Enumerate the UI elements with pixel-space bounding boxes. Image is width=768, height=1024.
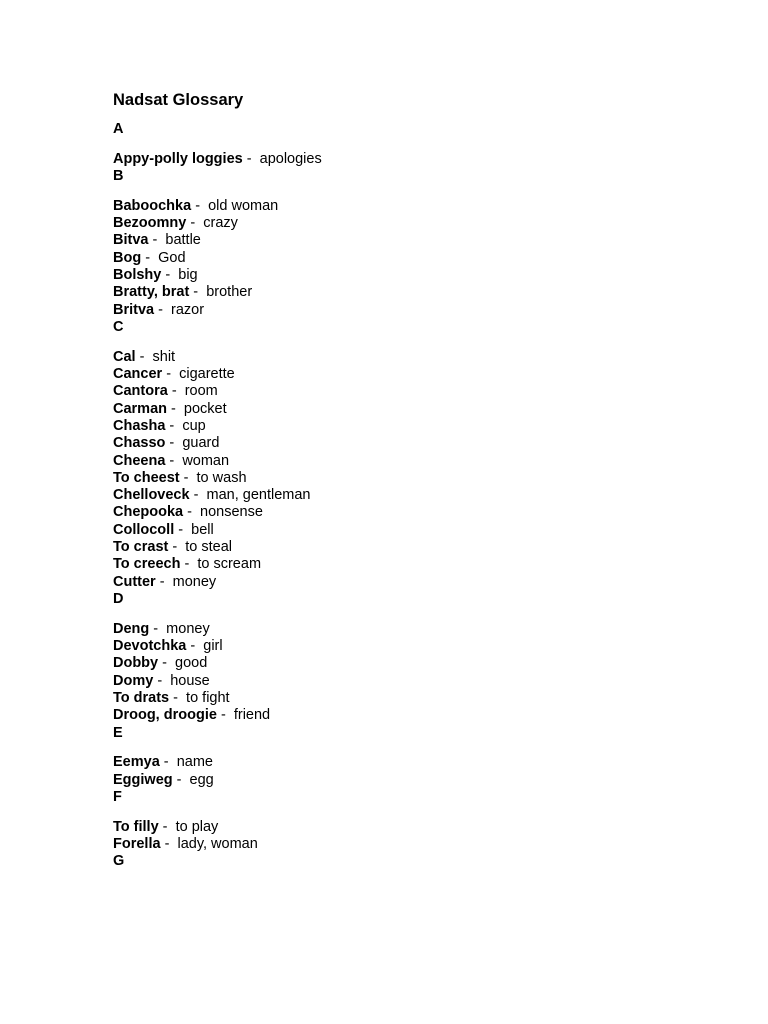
- entry-separator: -: [162, 366, 180, 383]
- entry-definition: cup: [182, 417, 206, 434]
- entry-definition: to fight: [186, 689, 230, 706]
- section-spacer: [113, 806, 713, 819]
- glossary-entry: [113, 690, 713, 707]
- entry-definition: pocket: [183, 400, 227, 417]
- section-letter: E: [113, 724, 123, 741]
- entry-term: Carman: [113, 400, 167, 417]
- entry-definition: razor: [171, 301, 205, 318]
- section-spacer: [113, 742, 713, 755]
- entry-term: Dobby: [113, 655, 159, 672]
- entry-separator: -: [165, 417, 183, 434]
- entry-definition: guard: [182, 435, 220, 452]
- glossary-entry: [113, 487, 713, 504]
- entry-term: Deng: [113, 620, 150, 637]
- glossary-section: [113, 725, 713, 789]
- entry-definition: good: [175, 655, 208, 672]
- entry-term: Bezoomny: [113, 215, 187, 232]
- entry-separator: -: [148, 232, 166, 249]
- glossary-entry: [113, 754, 713, 771]
- entry-separator: -: [168, 539, 186, 556]
- entry-separator: -: [167, 383, 185, 400]
- glossary-document: [113, 89, 713, 883]
- entry-definition: old woman: [208, 197, 279, 214]
- entry-term: Eggiweg: [113, 771, 173, 788]
- entry-separator: -: [189, 487, 207, 504]
- entry-separator: -: [154, 301, 172, 318]
- glossary-section: [113, 319, 713, 591]
- glossary-entry: [113, 673, 713, 690]
- glossary-entry: [113, 267, 713, 284]
- entry-separator: -: [183, 504, 201, 521]
- entry-term: Bolshy: [113, 267, 162, 284]
- glossary-entry: [113, 707, 713, 724]
- entry-separator: -: [186, 638, 204, 655]
- entry-separator: -: [189, 284, 207, 301]
- entry-term: Cantora: [113, 383, 168, 400]
- entry-term: To creech: [113, 556, 181, 573]
- glossary-sections: [113, 121, 713, 883]
- entry-term: Britva: [113, 301, 155, 318]
- entry-separator: -: [242, 150, 260, 167]
- entry-term: Devotchka: [113, 638, 187, 655]
- glossary-entry: [113, 574, 713, 591]
- glossary-entry: [113, 556, 713, 573]
- entry-definition: cigarette: [179, 366, 235, 383]
- glossary-entry: [113, 435, 713, 452]
- entry-definition: name: [176, 754, 213, 771]
- entry-separator: -: [180, 556, 198, 573]
- glossary-entry: [113, 232, 713, 249]
- glossary-entry: [113, 453, 713, 470]
- entry-term: Bitva: [113, 232, 149, 249]
- section-letter: B: [113, 168, 124, 185]
- glossary-entry: [113, 772, 713, 789]
- entry-definition: woman: [182, 452, 230, 469]
- entry-term: Cheena: [113, 452, 166, 469]
- entry-definition: lady, woman: [177, 835, 258, 852]
- entry-term: Eemya: [113, 754, 160, 771]
- entry-separator: -: [165, 452, 183, 469]
- glossary-entry: [113, 250, 713, 267]
- entry-term: Appy-polly loggies: [113, 150, 243, 167]
- entry-separator: -: [153, 672, 171, 689]
- entry-definition: to steal: [185, 539, 233, 556]
- glossary-section: [113, 591, 713, 725]
- entry-separator: -: [172, 771, 190, 788]
- glossary-entry: [113, 151, 713, 168]
- entry-definition: brother: [206, 284, 253, 301]
- section-spacer: [113, 185, 713, 198]
- entry-separator: -: [135, 348, 153, 365]
- entry-separator: -: [160, 835, 178, 852]
- entry-term: To crast: [113, 539, 169, 556]
- entry-term: To drats: [113, 689, 170, 706]
- entry-definition: house: [170, 672, 210, 689]
- glossary-entry: [113, 504, 713, 521]
- entry-term: Forella: [113, 835, 161, 852]
- entry-definition: egg: [189, 771, 214, 788]
- glossary-entry: [113, 284, 713, 301]
- entry-term: Collocoll: [113, 521, 175, 538]
- glossary-section: [113, 121, 713, 168]
- entry-definition: room: [184, 383, 218, 400]
- glossary-entry: [113, 366, 713, 383]
- entry-definition: God: [158, 249, 186, 266]
- entry-term: Cutter: [113, 573, 156, 590]
- entry-definition: man, gentleman: [206, 487, 311, 504]
- entry-definition: shit: [152, 348, 176, 365]
- entry-term: Cancer: [113, 366, 163, 383]
- section-letter: C: [113, 318, 124, 335]
- glossary-entry: [113, 621, 713, 638]
- entry-term: Chasha: [113, 417, 166, 434]
- section-letter: D: [113, 590, 124, 607]
- section-spacer: [113, 138, 713, 151]
- entry-term: Chelloveck: [113, 487, 190, 504]
- glossary-entry: [113, 470, 713, 487]
- glossary-entry: [113, 836, 713, 853]
- section-letter: F: [113, 788, 122, 805]
- glossary-entry: [113, 418, 713, 435]
- entry-term: Chepooka: [113, 504, 184, 521]
- entry-term: Bratty, brat: [113, 284, 190, 301]
- entry-separator: -: [191, 197, 209, 214]
- entry-separator: -: [179, 469, 197, 486]
- entry-definition: money: [172, 573, 217, 590]
- glossary-entry: [113, 401, 713, 418]
- entry-separator: -: [216, 707, 234, 724]
- glossary-entry: [113, 638, 713, 655]
- section-letter: A: [113, 121, 124, 137]
- glossary-entry: [113, 655, 713, 672]
- entry-separator: -: [186, 215, 204, 232]
- entry-separator: -: [169, 689, 187, 706]
- entry-separator: -: [158, 655, 176, 672]
- section-spacer: [113, 336, 713, 349]
- entry-separator: -: [161, 267, 179, 284]
- entry-separator: -: [149, 620, 167, 637]
- entry-definition: to play: [175, 818, 219, 835]
- entry-term: Cal: [113, 348, 136, 365]
- entry-definition: to wash: [196, 469, 247, 486]
- entry-definition: bell: [191, 521, 214, 538]
- entry-term: To cheest: [113, 469, 180, 486]
- entry-separator: -: [158, 818, 176, 835]
- entry-definition: money: [166, 620, 210, 637]
- glossary-entry: [113, 522, 713, 539]
- entry-definition: girl: [203, 638, 223, 655]
- section-spacer: [113, 871, 713, 884]
- entry-term: Droog, droogie: [113, 707, 217, 724]
- entry-definition: crazy: [203, 215, 238, 232]
- page-title: Nadsat Glossary: [113, 91, 244, 109]
- entry-term: Baboochka: [113, 197, 192, 214]
- entry-separator: -: [174, 521, 192, 538]
- entry-definition: apologies: [259, 150, 322, 167]
- entry-term: To filly: [113, 818, 159, 835]
- entry-separator: -: [159, 754, 177, 771]
- entry-separator: -: [165, 435, 183, 452]
- entry-separator: -: [167, 400, 184, 417]
- entry-term: Bog: [113, 249, 142, 266]
- entry-definition: big: [178, 267, 198, 284]
- glossary-entry: [113, 198, 713, 215]
- entry-separator: -: [155, 573, 173, 590]
- glossary-entry: [113, 819, 713, 836]
- entry-definition: battle: [165, 232, 201, 249]
- entry-definition: nonsense: [200, 504, 263, 521]
- entry-definition: to scream: [197, 556, 262, 573]
- entry-term: Domy: [113, 672, 154, 689]
- glossary-entry: [113, 383, 713, 400]
- glossary-entry: [113, 215, 713, 232]
- glossary-section: [113, 789, 713, 853]
- glossary-entry: [113, 539, 713, 556]
- entry-term: Chasso: [113, 435, 166, 452]
- entry-definition: friend: [233, 707, 271, 724]
- entry-separator: -: [141, 249, 159, 266]
- glossary-section: [113, 168, 713, 319]
- glossary-entry: [113, 302, 713, 319]
- glossary-section: [113, 853, 713, 883]
- section-letter: G: [113, 853, 125, 870]
- glossary-entry: [113, 349, 713, 366]
- section-spacer: [113, 608, 713, 621]
